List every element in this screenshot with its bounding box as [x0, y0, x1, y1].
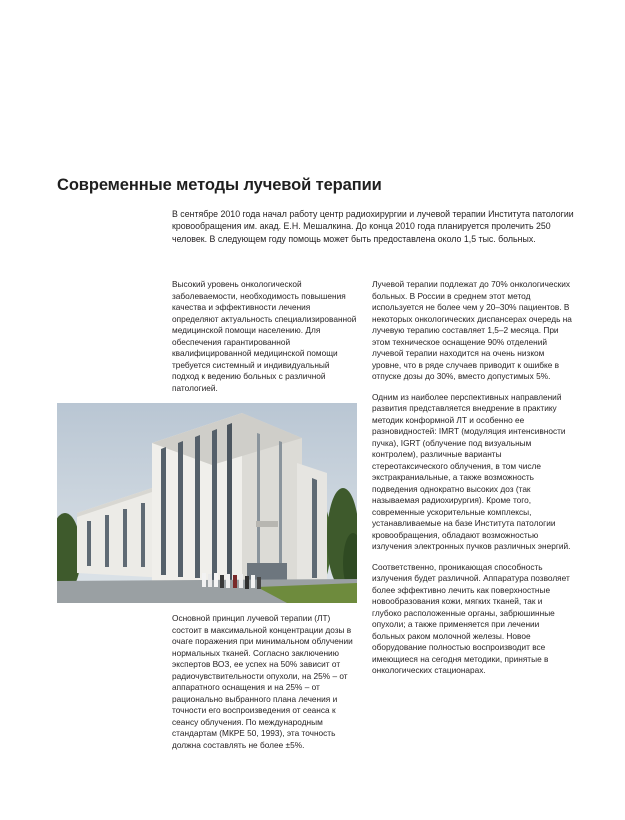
article-title: Современные методы лучевой терапии	[57, 176, 382, 194]
right-wing	[297, 463, 327, 583]
building-illustration	[57, 403, 357, 603]
paragraph: Одним из наиболее перспективных направлений развития представляется внедрение в практику методик конформной ЛТ и особенно ее разновидностей: IMRT (модуляция интенсивности пучка), IGRT (облучение под визуальным контролем), различные варианты стереотаксического облучения, в том числе экстракраниальные, а также возможность подведения однократно высоких доз (так называемая радиохирургия). Кроме того, современные ускорительные комплексы, устанавливаемые на базе Института патологии кровообращения, обладают возможностью излучения электронных пучков различных энергий.	[372, 391, 571, 551]
article-intro: В сентябре 2010 года начал работу центр радиохирургии и лучевой терапии Института патологии кровообращения им. акад. Е.Н. Мешалкина. До конца 2010 года планируется пролечить 250 человек. В следующем году помощь может быть предоставлена около 1,5 тыс. больных.	[172, 209, 574, 244]
left-column-bottom	[172, 613, 357, 760]
paragraph: Высокий уровень онкологической заболеваемости, необходимость повышения качества и эффективности лечения определяют актуальность специализированной медицинской помощи населению. Для обеспечения гарантированной квалифицированной медицинской помощи требуется системный и индивидуальный подход к ведению больных с различной патологией.	[172, 279, 357, 393]
paragraph: Основной принцип лучевой терапии (ЛТ) состоит в максимальной концентрации дозы в очаге поражения при минимальном облучении нормальных тканей. Согласно заключению экспертов ВОЗ, ее успех на 50% зависит от радиочувствительности опухоли, на 25% – от аппаратного оснащения и на 25% – от рационально выбранного плана лечения и точности его воспроизведения от сеанса к сеансу облучения. По международным стандартам (МКРЕ 50, 1993), эта точность должна составлять не более ±5%.	[172, 613, 353, 750]
building-photo	[57, 403, 357, 603]
right-column	[372, 279, 572, 686]
paragraph: Лучевой терапии подлежат до 70% онкологических больных. В России в среднем этот метод используется не более чем у 20–30% пациентов. В некоторых онкологических диспансерах очередь на лучевую терапию составляет 1,5–2 месяца. При этом техническое оснащение 90% отделений лучевой терапии находится на очень низком уровне, что в ряде случаев приводит к ошибке в отпуске дозы до 30%, вместо допустимых 5%.	[372, 279, 572, 381]
left-column-top	[172, 279, 357, 403]
main-building	[152, 413, 302, 588]
paragraph: Соответственно, проникающая способность излучения будет различной. Аппаратура позволяет более эффективно лечить как поверхностные новообразования кожи, мягких тканей, так и глубоко расположенные органы, забрюшинные опухоли; а также применяется при лечении больных раком молочной железы. Новое оборудование полностью воспроизводит все имеющиеся на сегодня методики, принятые в онкологических стационарах.	[372, 561, 570, 675]
